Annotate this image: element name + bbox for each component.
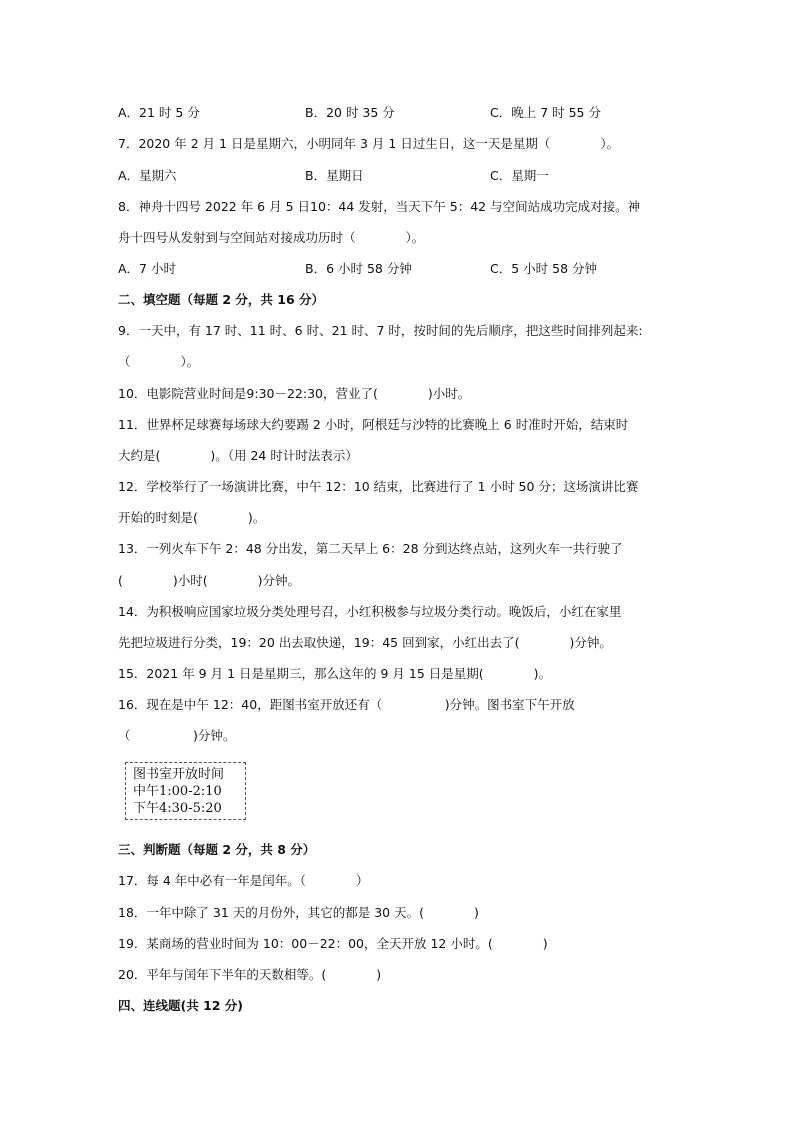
q7-option-c: C．星期一 xyxy=(490,168,549,183)
q7-option-b: B．星期日 xyxy=(305,168,364,183)
q12-text-line2: 开始的时刻是( )。 xyxy=(118,510,266,525)
q13-text-line1: 13．一列火车下午 2：48 分出发，第二天早上 6：28 分到达终点站，这列火车一共行驶了 xyxy=(118,541,623,556)
q6-option-a: A．21 时 5 分 xyxy=(118,105,200,120)
library-hours-box xyxy=(125,762,246,820)
q16-text-line2: （ )分钟。 xyxy=(118,728,236,743)
section-3-heading: 三、判断题（每题 2 分，共 8 分） xyxy=(118,842,316,857)
library-hours-afternoon: 下午4:30-5:20 xyxy=(133,801,222,816)
library-hours-noon: 中午1:00-2:10 xyxy=(133,784,222,799)
q8-option-c: C．5 小时 58 分钟 xyxy=(490,261,598,276)
q8-option-b: B．6 小时 58 分钟 xyxy=(305,261,412,276)
q8-option-a: A．7 小时 xyxy=(118,261,176,276)
q8-text-line2: 舟十四号从发射到与空间站对接成功历时（ ）。 xyxy=(118,230,425,245)
q9-text-line2: （ ）。 xyxy=(118,354,200,369)
q6-option-c: C．晚上 7 时 55 分 xyxy=(490,105,601,120)
q13-text-line2: ( )小时( )分钟。 xyxy=(118,573,301,588)
q7-text: 7．2020 年 2 月 1 日是星期六，小明同年 3 月 1 日过生日，这一天是星期（ ）。 xyxy=(118,136,620,151)
section-2-heading: 二、填空题（每题 2 分，共 16 分） xyxy=(118,292,325,307)
q10-text: 10．电影院营业时间是9:30－22:30，营业了( )小时。 xyxy=(118,386,471,401)
q15-text: 15．2021 年 9 月 1 日是星期三，那么这年的 9 月 15 日是星期( )。 xyxy=(118,666,551,681)
q14-text-line1: 14．为积极响应国家垃圾分类处理号召，小红积极参与垃圾分类行动。晚饭后，小红在家里 xyxy=(118,604,622,619)
q19-text: 19．某商场的营业时间为 10：00－22：00，全天开放 12 小时。( ) xyxy=(118,936,548,951)
q17-text: 17．每 4 年中必有一年是闰年。（ ） xyxy=(118,873,369,888)
q11-text-line1: 11．世界杯足球赛每场球大约要踢 2 小时，阿根廷与沙特的比赛晚上 6 时准时开始，结束时 xyxy=(118,417,629,432)
q6-option-b: B．20 时 35 分 xyxy=(305,105,395,120)
q8-text-line1: 8．神舟十四号 2022 年 6 月 5 日10：44 发射，当天下午 5：42 与空间站成功完成对接。神 xyxy=(118,199,641,214)
q7-option-a: A．星期六 xyxy=(118,168,177,183)
q9-text-line1: 9．一天中，有 17 时、11 时、6 时、21 时、7 时，按时间的先后顺序，把这些时间排列起来: xyxy=(118,323,643,338)
q11-text-line2: 大约是( )。（用 24 时计时法表示） xyxy=(118,448,358,463)
section-4-heading: 四、连线题(共 12 分) xyxy=(118,998,244,1013)
q14-text-line2: 先把垃圾进行分类，19：20 出去取快递，19：45 回到家，小红出去了( )分钟。 xyxy=(118,635,612,650)
q20-text: 20．平年与闰年下半年的天数相等。( ) xyxy=(118,967,382,982)
q16-text-line1: 16．现在是中午 12：40，距图书室开放还有（ )分钟。图书室下午开放 xyxy=(118,697,575,712)
q12-text-line1: 12．学校举行了一场演讲比赛，中午 12：10 结束，比赛进行了 1 小时 50 分；这场演讲比赛 xyxy=(118,479,639,494)
q18-text: 18．一年中除了 31 天的月份外，其它的都是 30 天。( ) xyxy=(118,905,479,920)
library-hours-title: 图书室开放时间 xyxy=(133,767,225,782)
